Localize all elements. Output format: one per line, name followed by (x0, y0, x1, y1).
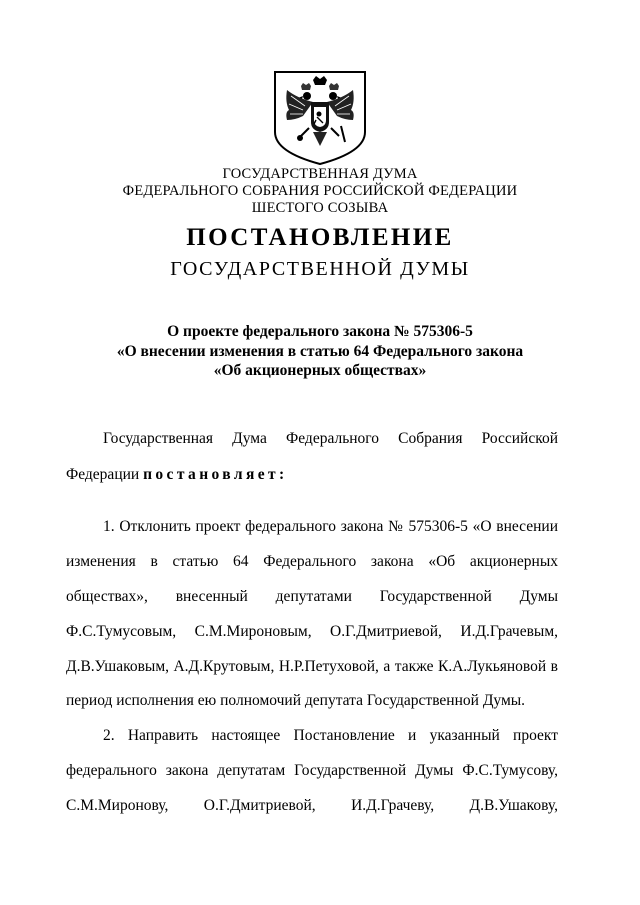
issuer-line-3: ШЕСТОГО СОЗЫВА (251, 200, 389, 216)
subject-line-3: «Об акционерных обществах» (213, 362, 427, 379)
issuer-line-1: ГОСУДАРСТВЕННАЯ ДУМА (222, 166, 418, 182)
paragraph2-line-2: федерального закона депутатам Государственной Думы Ф.С.Тумусову, (66, 762, 558, 779)
subject-line-2: «О внесении изменения в статью 64 Федерального закона (116, 343, 524, 360)
issuer-line-2: ФЕДЕРАЛЬНОГО СОБРАНИЯ РОССИЙСКОЙ ФЕДЕРАЦИИ (122, 183, 518, 199)
paragraph2-line-1: 2. Направить настоящее Постановление и указанный проект (103, 727, 558, 744)
paragraph1-line-6: период исполнения ею полномочий депутата Государственной Думы. (66, 692, 526, 709)
preamble-keyword: постановляет: (143, 466, 288, 483)
coat-of-arms-emblem (273, 70, 367, 166)
paragraph1-line-3: обществах», внесенный депутатами Государственной Думы (66, 588, 558, 605)
paragraph1-line-2: изменения в статью 64 Федерального закона «Об акционерных (66, 553, 558, 570)
preamble-text: Федерации (66, 466, 144, 483)
document-title: ПОСТАНОВЛЕНИЕ (186, 224, 454, 251)
document-subtitle: ГОСУДАРСТВЕННОЙ ДУМЫ (170, 258, 470, 280)
paragraph1-line-1: 1. Отклонить проект федерального закона № 575306-5 «О внесении (103, 518, 558, 535)
paragraph2-line-3: С.М.Миронову, О.Г.Дмитриевой, И.Д.Грачеву, Д.В.Ушакову, (66, 797, 558, 814)
preamble-line-2 (66, 465, 558, 485)
paragraph1-line-5: Д.В.Ушаковым, А.Д.Крутовым, Н.Р.Петуховой, а также К.А.Лукьяновой в (66, 658, 558, 675)
paragraph1-line-4: Ф.С.Тумусовым, С.М.Мироновым, О.Г.Дмитриевой, И.Д.Грачевым, (66, 623, 558, 640)
subject-line-1: О проекте федерального закона № 575306-5 (167, 323, 473, 340)
preamble-line-1: Государственная Дума Федерального Собрания Российской (103, 430, 558, 447)
